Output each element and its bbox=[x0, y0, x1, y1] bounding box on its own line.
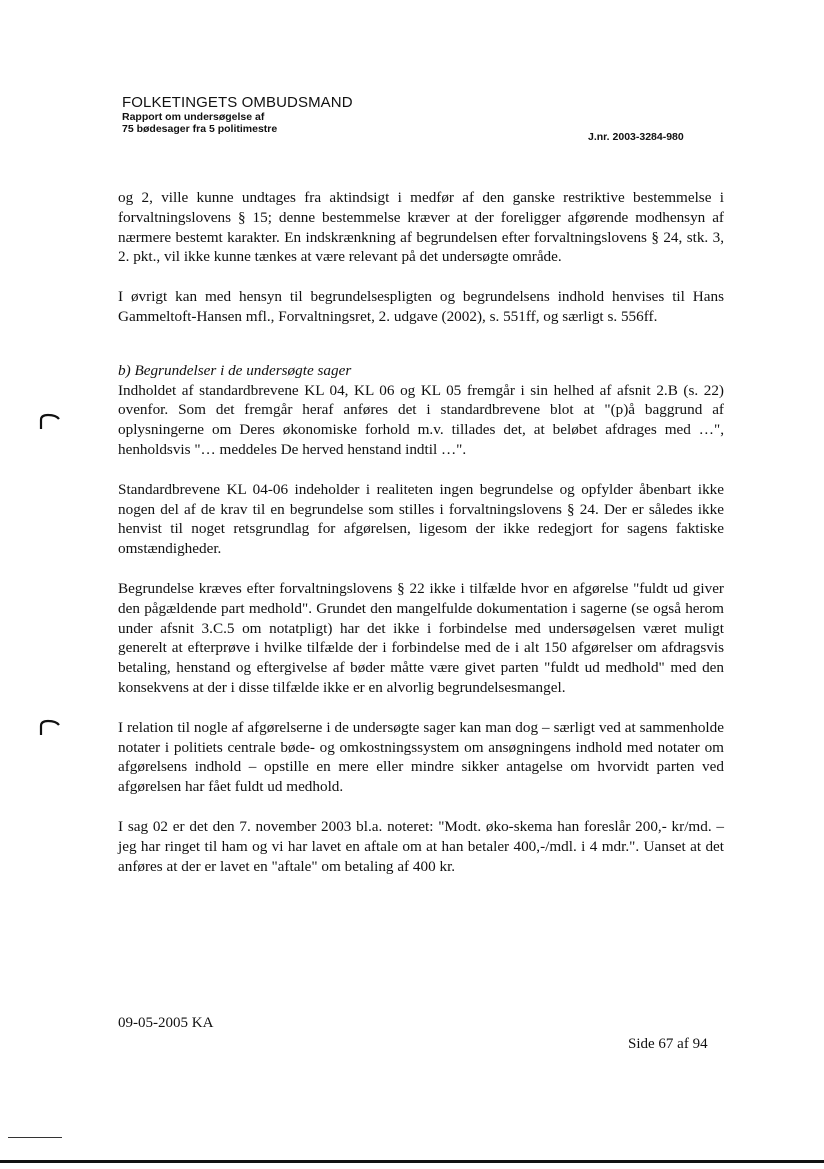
paragraph: I relation til nogle af afgørelserne i de undersøgte sager kan man dog – særligt ved at sammenholde notater i politiets centrale bøde- og omkostningssystem om ansøgningens indhold med notater om afgørelsens indhold – opstille en mere eller mindre sikker antagelse om hvorvidt parten ved afgørelsen har fået fuldt ud medhold. bbox=[118, 718, 724, 796]
document-body bbox=[118, 188, 724, 896]
report-subtitle-2: 75 bødesager fra 5 politimestre bbox=[122, 123, 278, 135]
margin-mark-icon bbox=[36, 412, 62, 430]
section-heading: b) Begrundelser i de undersøgte sager bbox=[118, 361, 352, 379]
bottom-rule bbox=[0, 1160, 824, 1163]
paragraph: Standardbrevene KL 04-06 indeholder i realiteten ingen begrundelse og opfylder åbenbart ikke nogen del af de krav til en begrundelse som stilles i forvaltningslovens § 24. Der er således ikke henvist til noget retsgrundlag for afgørelsen, ligesom der ikke redegjort for sagens faktiske omstændigheder. bbox=[118, 480, 724, 558]
document-header bbox=[122, 94, 722, 135]
paragraph: Indholdet af standardbrevene KL 04, KL 06 og KL 05 fremgår i sin helhed af afsnit 2.B (s. 22) ovenfor. Som det fremgår heraf anføres det i standardbrevene blot at "(p)å baggrund af oplysningerne om Deres økonomiske forhold m.v. tillades det, at beløbet afdrages med …", henholdsvis "… meddeles De herved henstand indtil …". bbox=[118, 381, 724, 458]
office-name: FOLKETINGETS OMBUDSMAND bbox=[122, 94, 353, 111]
journal-number: J.nr. 2003-3284-980 bbox=[588, 131, 684, 143]
paragraph: I øvrigt kan med hensyn til begrundelsespligten og begrundelsens indhold henvises til Hans Gammeltoft-Hansen mfl., Forvaltningsret, 2. udgave (2002), s. 551ff, og særligt s. 556ff. bbox=[118, 288, 724, 325]
paragraph: I sag 02 er det den 7. november 2003 bl.a. noteret: "Modt. øko-skema han foreslår 200,- kr/md. – jeg har ringet til ham og vi har lavet en aftale om at han betaler 400,-/mdl. i 4 mdr.". Uanset at det anføres at der er lavet en "aftale" om betaling af 400 kr. bbox=[118, 817, 724, 875]
report-subtitle-1: Rapport om undersøgelse af bbox=[122, 111, 265, 123]
page-number: Side 67 af 94 bbox=[628, 1036, 708, 1052]
paragraph: Begrundelse kræves efter forvaltningslovens § 22 ikke i tilfælde hvor en afgørelse "fuldt ud giver den pågældende part medhold". Grundet den mangelfulde dokumentation i sagerne (se også herom under afsnit 3.C.5 om notatpligt) har det ikke i forbindelse med undersøgelsen været muligt generelt at efterprøve i hvilke tilfælde der i forbindelse med de i alt 150 afgørelser om afdragsvis betaling, henstand og eftergivelse af bøder måtte være givet parten "fuldt ud medhold" med den konsekvens at der i disse tilfælde ikke er en alvorlig begrundelsesmangel. bbox=[118, 579, 724, 696]
margin-mark-icon bbox=[36, 718, 62, 736]
footer-dash bbox=[8, 1137, 62, 1138]
paragraph: og 2, ville kunne undtages fra aktindsigt i medfør af den ganske restriktive bestemmelse i forvaltningslovens § 15; denne bestemmelse kræver at der foreligger afgørende modhensyn af nærmere bestemt karakter. En indskrænkning af begrundelsen efter forvaltningslovens § 24, stk. 3, 2. pkt., vil ikke kunne tænkes at være relevant på det undersøgte område. bbox=[118, 189, 724, 266]
footer-date-initials: 09-05-2005 KA bbox=[118, 1015, 214, 1031]
